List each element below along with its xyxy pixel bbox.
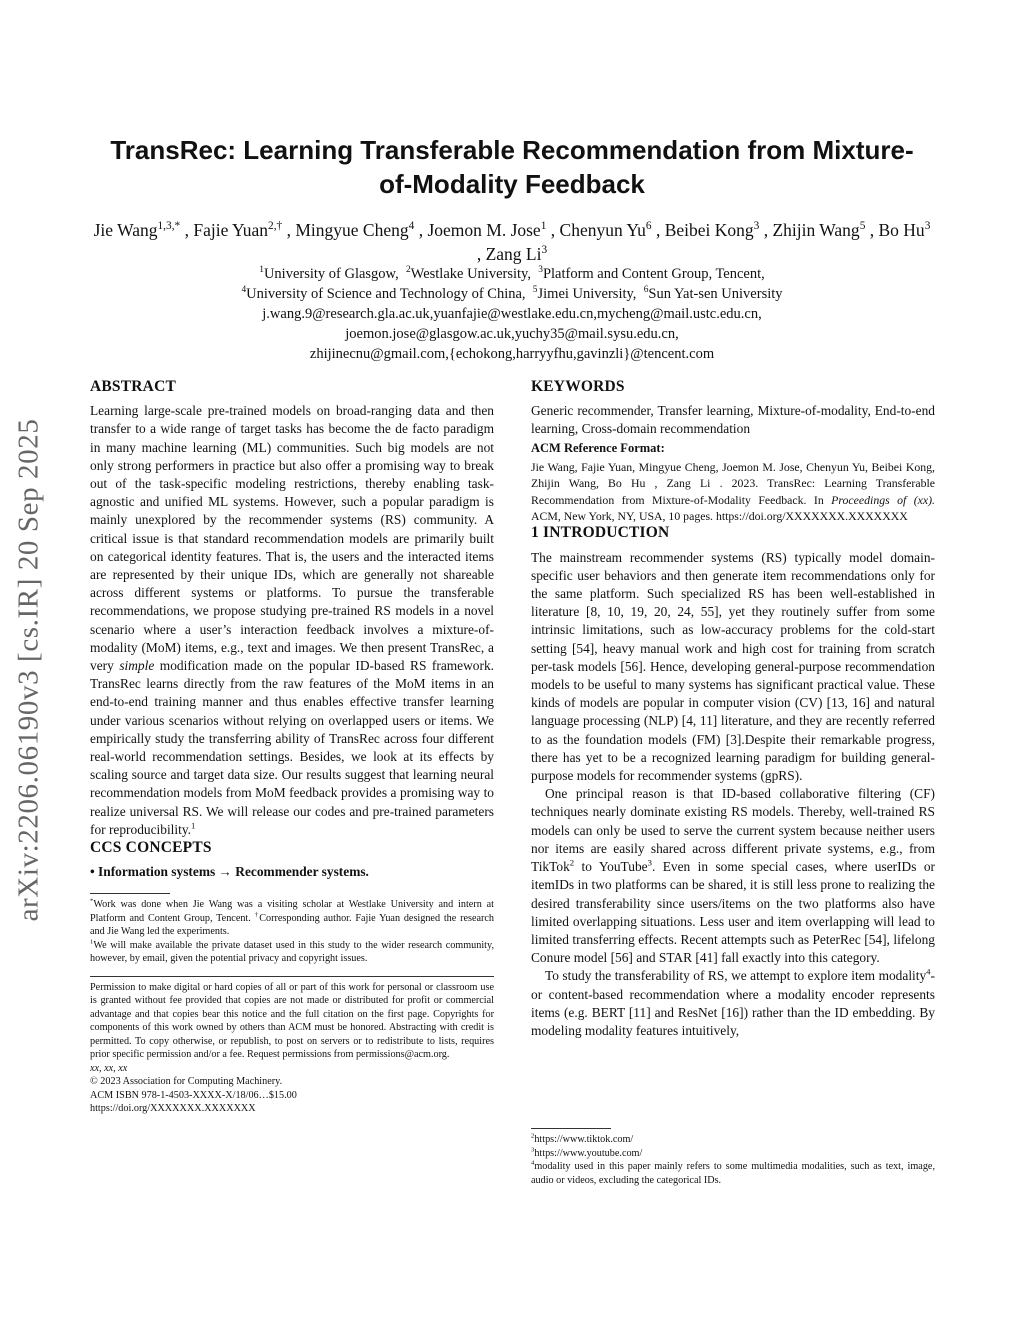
- intro-paragraph-1: The mainstream recommender systems (RS) typically model domain-specific user behaviors and then generate item recommendations only for the same platform. Such specialized RS has been well-established in literature [8, 10, 19, 20, 24, 55], yet they routinely suffer from some intrinsic limitations, such as low-accuracy problems for the cold-start setting [54], heavy manual work and high cost for training from scratch per-task models [56]. Hence, developing general-purpose recommendation models to be useful to many systems has significant practical value. These kinds of models are popular in computer vision (CV) [13, 16] and natural language processing (NLP) [4, 11] literature, and they are recently referred to as the foundation models (FM) [3].Despite their remarkable progress, there has yet to be a recognized learning paradigm for building general-purpose models for recommender systems (gpRS).: [531, 549, 935, 784]
- author: Chenyun Yu$^6$: [559, 220, 652, 240]
- doi-link[interactable]: https://doi.org/XXXXXXX.XXXXXXX: [90, 1102, 256, 1114]
- left-column: [90, 378, 494, 1115]
- author-list: Jie Wang$^{1,3,*}$ , Fajie Yuan$^{2,\dagger}$ , Mingyue Cheng$^4$ , Joemon M. Jose$^1$ , Chenyun Yu$^6$ , Beibei Kong$^3$ , Zhijin Wang$^5$ , Bo Hu$^3$ , Zang Li$^3$: [93, 220, 931, 264]
- footnote-dataset: $^1$We will make available the private dataset used in this study to the wider research community, however, by email, given the potential privacy and copyright issues.: [90, 938, 494, 965]
- footnote-tiktok: $^2$https://www.tiktok.com/: [531, 1132, 634, 1145]
- intro-paragraph-3: To study the transferability of RS, we attempt to explore item modality$^4$- or content-based recommendation where a modality encoder represents items (e.g. BERT [11] and ResNet [16]) rather than the ID embedding. By modeling modality features intuitively,: [531, 966, 935, 1038]
- isbn: ACM ISBN 978-1-4503-XXXX-X/18/06…$15.00: [90, 1089, 297, 1101]
- author: Fajie Yuan$^{2,\dagger}$: [193, 220, 283, 240]
- footnote-divider: [531, 1128, 611, 1129]
- acm-ref-text: Jie Wang, Fajie Yuan, Mingyue Cheng, Joemon M. Jose, Chenyun Yu, Beibei Kong, Zhijin Wang, Bo Hu , Zang Li . 2023. TransRec: Learning Transferable Recommendation from Mixture-of-Modality Feedback. In Proceedings of (xx). ACM, New York, NY, USA, 10 pages. https://doi.org/XXXXXXX.XXXXXXX: [531, 459, 935, 524]
- email-line: zhijinecnu@gmail.com,{echokong,harryyfhu,gavinzli}@tencent.com: [309, 346, 715, 362]
- keywords-text: Generic recommender, Transfer learning, Mixture-of-modality, End-to-end learning, Cross-domain recommendation: [531, 403, 935, 437]
- footnote-work: *Work was done when Jie Wang was a visiting scholar at Westlake University and intern at Platform and Content Group, Tencent. †Corresponding author. Fajie Yuan designed the research and Jie Wang led the experiments.: [90, 898, 495, 938]
- affiliations: [90, 264, 934, 364]
- arxiv-id: arXiv:2206.06190v3 [cs.IR] 20 Sep 2025: [12, 418, 45, 922]
- ccs-concepts: • Information systems → Recommender systems.: [90, 864, 369, 880]
- abstract-heading: ABSTRACT: [90, 378, 177, 395]
- author: Bo Hu$^3$: [878, 220, 931, 240]
- ccs-heading: CCS CONCEPTS: [90, 839, 212, 857]
- author: Jie Wang$^{1,3,*}$: [93, 220, 181, 240]
- keywords-heading: KEYWORDS: [531, 378, 625, 395]
- right-column: [531, 378, 935, 1040]
- acm-ref-heading: ACM Reference Format:: [531, 440, 665, 455]
- author: Zang Li$^3$: [485, 244, 548, 264]
- footnote-divider: [90, 893, 170, 894]
- intro-paragraph-2: One principal reason is that ID-based collaborative filtering (CF) techniques nearly dominate existing RS models. Thereby, well-trained RS models can only be used to serve the current system because neither users nor items are easily shared across different private systems, e.g., from TikTok$^2$ to YouTube$^3$. Even in some special cases, where userIDs or itemIDs in two platforms can be shared, it is still less prone to realizing the desired transferability since users/items on the two platforms also have limited overlapping situations. Less user and item overlapping will lead to limited transferring effects. Recent attempts such as PeterRec [54], lifelong Conure model [56] and STAR [41] fall exactly into this category.: [531, 786, 935, 966]
- copyright: © 2023 Association for Computing Machinery.: [90, 1076, 283, 1088]
- footnote-modality: $^4$modality used in this paper mainly refers to some multimedia modalities, such as text, image, audio or videos, excluding the categorical IDs.: [531, 1159, 935, 1186]
- author: Beibei Kong$^3$: [664, 220, 760, 240]
- footnote-youtube: $^3$https://www.youtube.com/: [531, 1146, 643, 1159]
- right-footnotes: [531, 1128, 935, 1187]
- author: Mingyue Cheng$^4$: [295, 220, 415, 240]
- affiliation-line-2: $^4$University of Science and Technology of China, $^5$Jimei University, $^6$Sun Yat-sen University: [241, 285, 783, 302]
- venue: xx, xx, xx: [90, 1062, 128, 1074]
- affiliation-line-1: $^1$University of Glasgow, $^2$Westlake University, $^3$Platform and Content Group, Tencent,: [259, 265, 765, 282]
- arxiv-stamp: [2, 370, 56, 970]
- author: Joemon M. Jose$^1$: [427, 220, 547, 240]
- permission-text: Permission to make digital or hard copies of all or part of this work for personal or classroom use is granted without fee provided that copies are not made or distributed for profit or commercial advantage and that copies bear this notice and the full citation on the first page. Copyrights for components of this work owned by others than ACM must be honored. Abstracting with credit is permitted. To copy otherwise, or republish, to post on servers or to redistribute to lists, requires prior specific permission and/or a fee. Request permissions from permissions@acm.org.: [90, 981, 494, 1061]
- intro-heading: 1 INTRODUCTION: [531, 524, 670, 542]
- email-line: j.wang.9@research.gla.ac.uk,yuanfajie@westlake.edu.cn,mycheng@mail.ustc.edu.cn,: [262, 306, 762, 322]
- paper-title: TransRec: Learning Transferable Recommendation from Mixture-of-Modality Feedback: [110, 135, 914, 199]
- author: Zhijin Wang$^5$: [772, 220, 866, 240]
- abstract-text: Learning large-scale pre-trained models on broad-ranging data and then transfer to a wide range of target tasks has become the de facto paradigm in many machine learning (ML) communities. Such big models are not only strong performers in practice but also offer a promising way to break out of the task-specific modeling restrictions, thereby enabling task-agnostic and unified ML systems. However, such a popular paradigm is mainly unexplored by the recommender systems (RS) community. A critical issue is that standard recommendation models are primarily built on categorical identity features. That is, the users and the interacted items are represented by their unique IDs, which are generally not shareable across different systems or platforms. To pursue the transferable recommendations, we propose studying pre-trained RS models in a novel scenario where a user’s interaction feedback involves a mixture-of-modality (MoM) items, e.g., text and images. We then present TransRec, a very simple modification made on the popular ID-based RS framework. TransRec learns directly from the raw features of the MoM items in an end-to-end training manner and thus enables effective transfer learning under various scenarios without relying on overlapped users or items. We empirically study the transferring ability of TransRec across four different real-world recommendation settings. Besides, we look at its effects by scaling source and target data size. Our results suggest that learning neural recommendation models from MoM feedback provides a promising way to realize universal RS. We will release our codes and pre-trained parameters for reproducibility.$^1$: [90, 403, 494, 837]
- email-line: joemon.jose@glasgow.ac.uk,yuchy35@mail.sysu.edu.cn,: [345, 326, 679, 342]
- permission-block: [90, 976, 494, 1115]
